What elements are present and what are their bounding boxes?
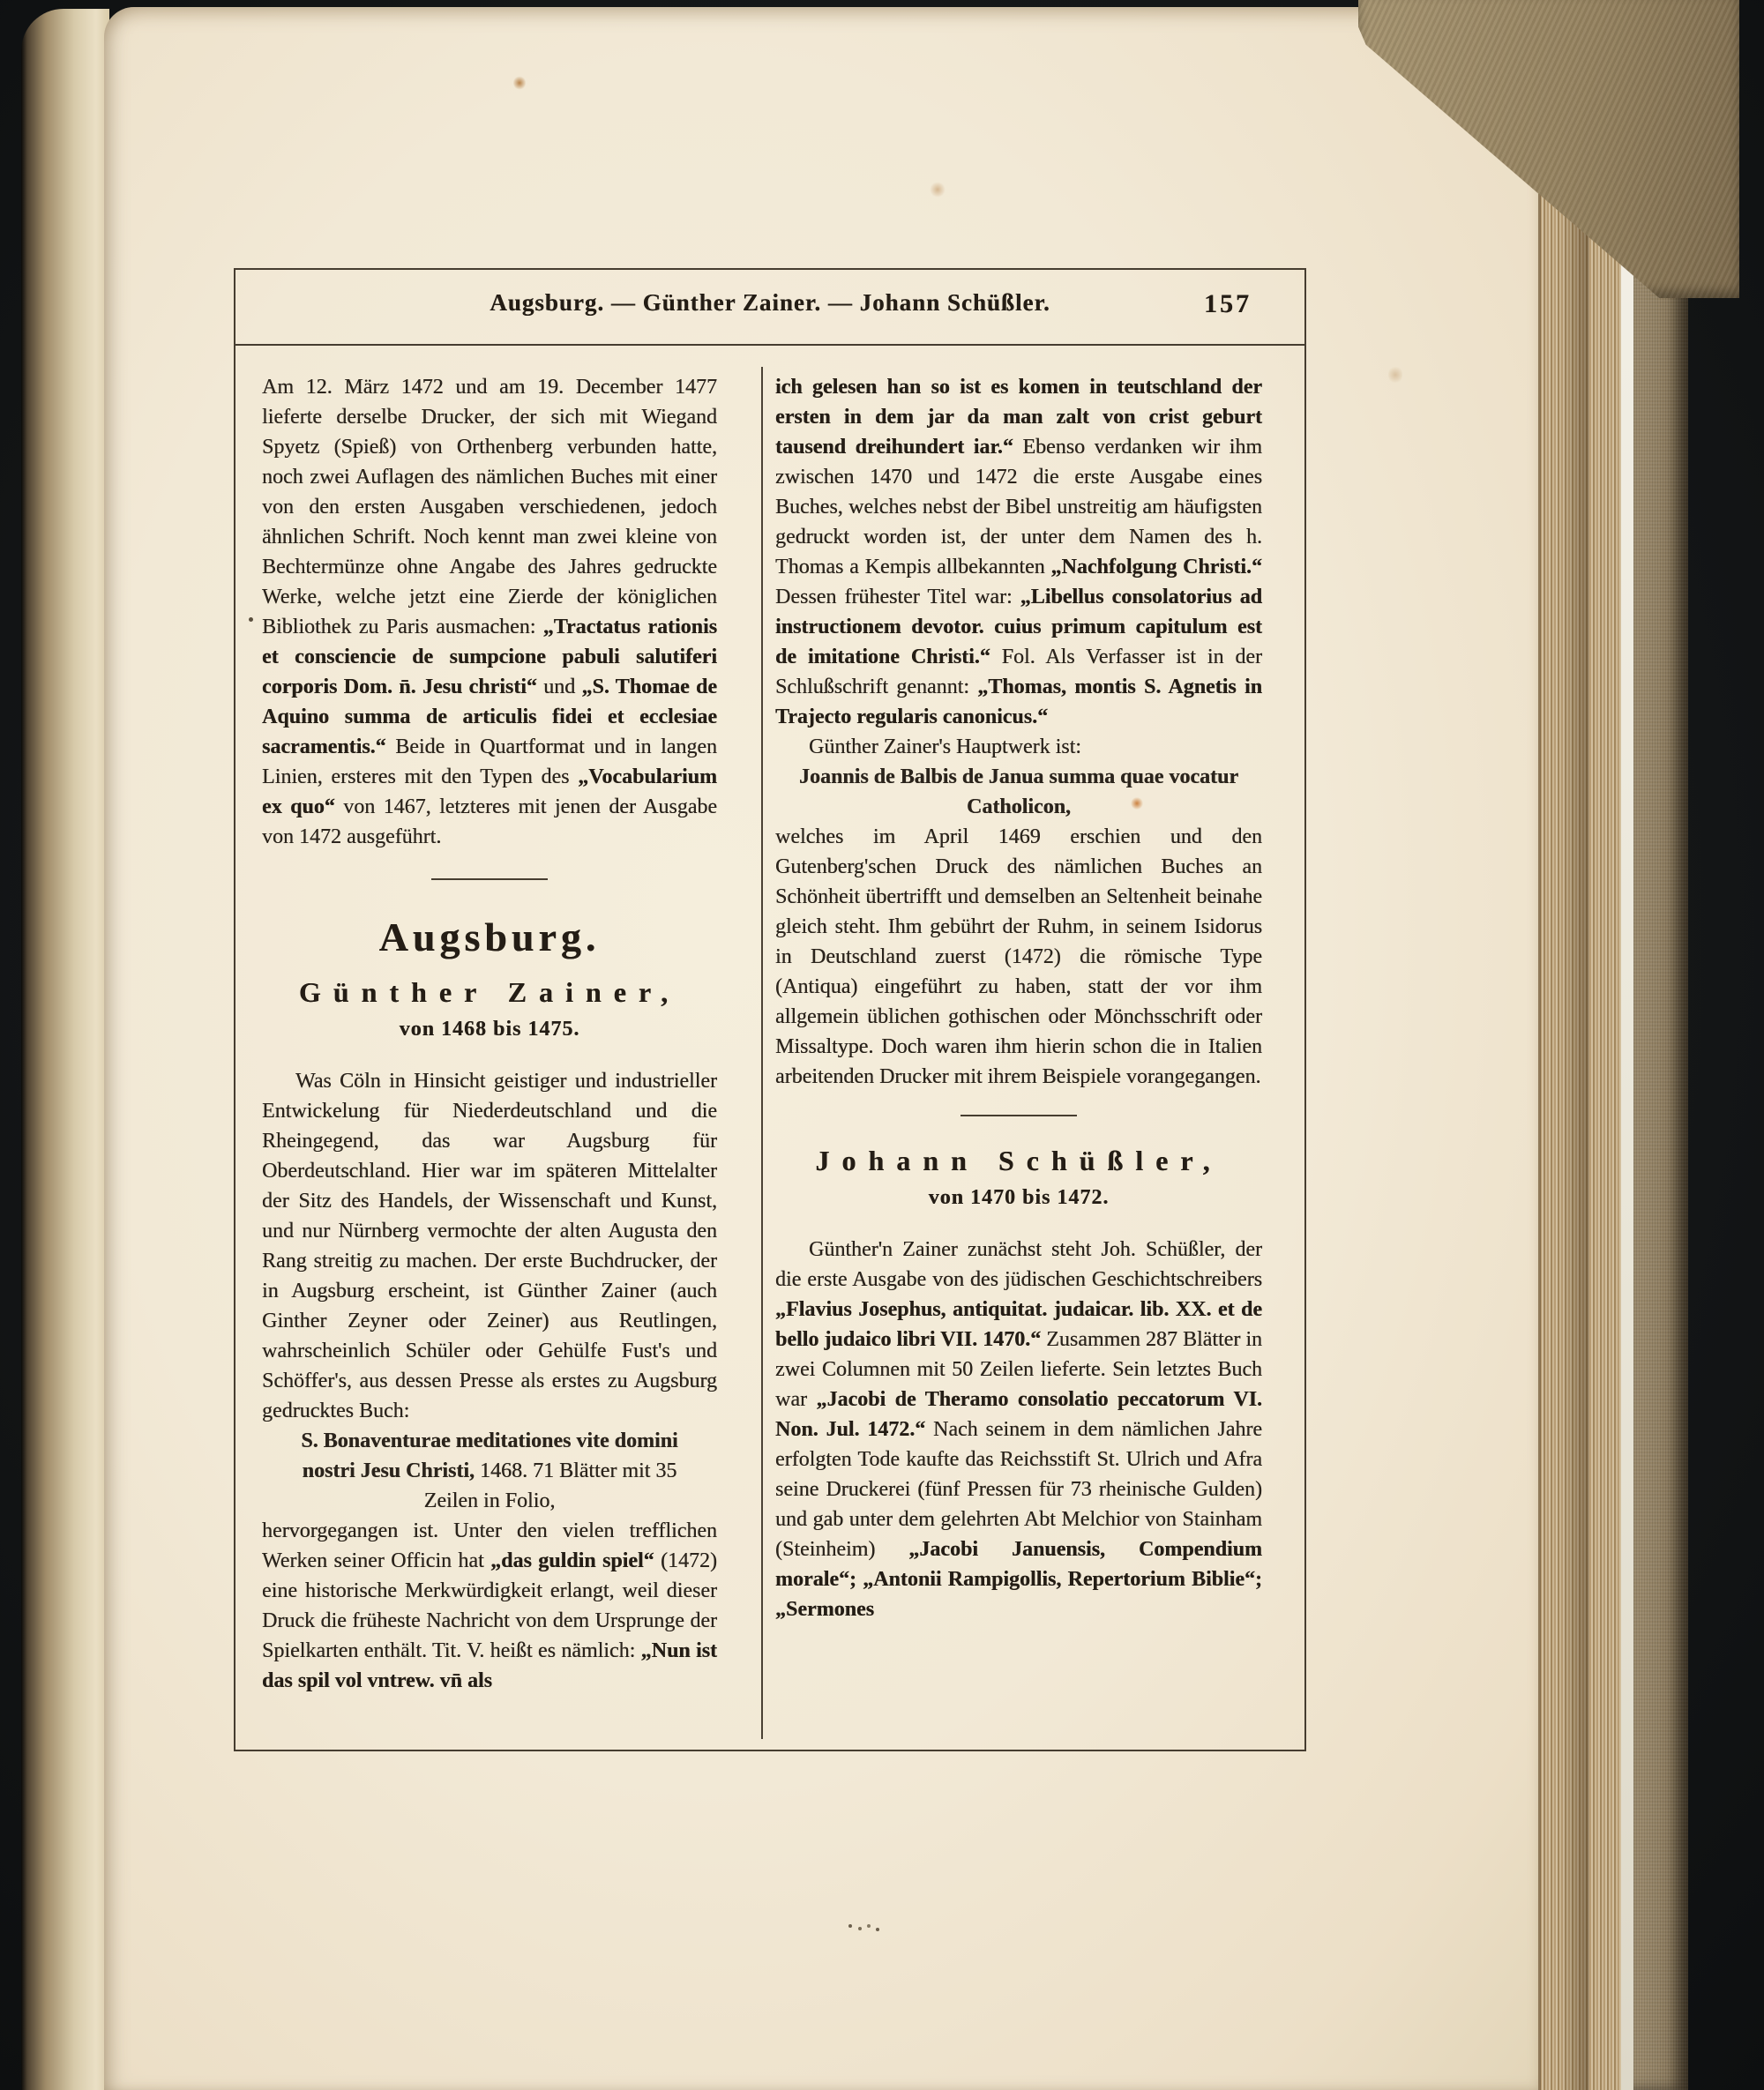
endpaper-edge <box>1621 0 1633 2090</box>
text-run: Nach seinem in dem nämlichen Jahre erfolgten Tode kaufte das Reichsstift St. Ulrich und Afra seine Druckerei (fünf Pressen für 73 rheinische Gulden) und gab unter dem gelehrten Abt Melchior von Stainham (Steinheim) <box>775 1418 1262 1561</box>
text-run-bold: „Vocabularium ex quo“ <box>262 765 717 818</box>
printer-name-zainer: Günther Zainer, <box>298 976 681 1008</box>
text-run: 1468. 71 Blätter mit 35 Zeilen in Folio, <box>423 1459 677 1512</box>
text-run-bold: „Libellus consolatorius ad instructionem devotor. cuius primum capitulum est de imitatione Christi.“ <box>775 586 1262 668</box>
running-header <box>235 289 1304 317</box>
text-run-bold: Joannis de Balbis de Janua summa quae vocatur Catholicon, <box>798 765 1239 818</box>
paragraph-continuation <box>262 1516 717 1696</box>
paragraph-continuation <box>775 372 1262 732</box>
text-run: von 1467, letzteres mit jenen der Ausgabe von 1472 ausgeführt. <box>262 795 717 848</box>
text-run-bold: „Flavius Josephus, antiquitat. judaicar. lib. XX. et de bello judaico libri VII. 1470.“ <box>775 1298 1262 1351</box>
left-column <box>262 372 717 1696</box>
text-run-bold: „Antonii Rampigollis, Repertorium Biblie“; <box>863 1568 1262 1591</box>
text-run: (1472) eine historische Merkwürdigkeit erlangt, weil dieser Druck die früheste Nachricht von dem Ursprunge der Spielkarten enthält. Tit. V. heißt es nämlich: <box>262 1549 717 1662</box>
section-heading-augsburg: Augsburg. <box>378 914 601 959</box>
section-divider-rule <box>960 1115 1077 1116</box>
text-run-bold: S. Bonaventurae meditationes vite domini nostri Jesu Christi, <box>301 1429 678 1482</box>
text-run: Günther'n Zainer zunächst steht Joh. Schüßler, der die erste Ausgabe von des jüdischen Geschichtschreibers <box>775 1238 1262 1291</box>
header-rule <box>235 344 1304 346</box>
paragraph <box>262 1066 717 1426</box>
text-run-bold: „Sermones <box>775 1598 874 1621</box>
cloth-binding <box>1633 0 1688 2090</box>
text-run-bold: „Jacobi de Theramo consolatio peccatorum VI. Non. Jul. 1472.“ <box>775 1388 1262 1441</box>
text-run: Ebenso verdanken wir ihm zwischen 1470 und 1472 die erste Ausgabe eines Buches, welches nebst der Bibel unstreitig am häufigsten gedruckt worden ist, der unter dem Namen des h. Thomas a Kempis allbekannten <box>775 436 1263 578</box>
printer-dates-schuessler: von 1470 bis 1472. <box>928 1186 1110 1209</box>
text-run: Was Cöln in Hinsicht geistiger und industrieller Entwickelung für Niederdeutschland und die Rheingegend, das war Augsburg für Oberdeutschland. Hier war im späteren Mittelalter der Sitz des Handels, der Wissenschaft und Kunst, und nur Nürnberg vermochte der alten Augusta den Rang streitig zu machen. Der erste Buchdrucker, der in Augsburg erscheint, ist Günther Zainer (auch Ginther Zeyner oder Zeiner) aus Reutlingen, wahrscheinlich Schüler oder Gehülfe Fust's und Schöffer's, aus dessen Presse als erstes zu Augsburg gedrucktes Buch: <box>262 1070 717 1422</box>
text-run-bold: „Nachfolgung Christi.“ <box>1050 556 1262 578</box>
text-run-bold: „Tractatus rationis et consciencie de sumpcione pabuli salutiferi corporis Dom. n̄. Jesu christi“ <box>262 616 717 698</box>
text-run: Dessen frühester Titel war: <box>775 586 1020 608</box>
paragraph-continuation <box>775 822 1262 1092</box>
column-divider-rule <box>761 367 763 1739</box>
printer-name-schuessler: Johann Schüßler, <box>815 1145 1222 1176</box>
section-divider-rule <box>431 878 548 880</box>
text-run-bold: „Jacobi Januensis, Compendium morale“; <box>775 1538 1262 1591</box>
fore-edge-pages <box>1538 0 1621 2090</box>
printed-area <box>234 268 1306 1751</box>
printer-dates-zainer: von 1468 bis 1475. <box>399 1018 580 1041</box>
text-run: und <box>536 676 582 698</box>
text-run: Zusammen 287 Blätter in zwei Columnen mit 50 Zeilen lieferte. Sein letztes Buch war <box>775 1328 1262 1411</box>
running-header-text: Augsburg. — Günther Zainer. — Johann Schüßler. <box>490 289 1050 316</box>
text-run: Günther Zainer's Hauptwerk ist: <box>809 735 1081 758</box>
book-citation-bonaventura <box>262 1426 717 1516</box>
paragraph-continuation <box>262 372 717 852</box>
book-citation-catholicon <box>775 762 1262 822</box>
text-run: Am 12. März 1472 und am 19. December 1477 lieferte derselbe Drucker, der sich mit Wiegand Spyetz (Spieß) von Orthenberg verbunden hatte, noch zwei Auflagen des nämlichen Buches mit einer von den ersten Ausgaben verschiedenen, jedoch ähnlichen Schrift. Noch kennt man zwei kleine von Bechtermünze ohne Angabe des Jahres gedruckte Werke, welche jetzt eine Zierde der königlichen Bibliothek zu Paris ausmachen: <box>262 376 717 638</box>
paragraph <box>775 732 1262 762</box>
left-page-edge <box>21 9 109 2090</box>
text-run: hervorgegangen ist. Unter den vielen trefflichen Werken seiner Officin hat <box>262 1519 717 1572</box>
text-run-bold: „S. Thomae de Aquino summa de articulis fidei et ecclesiae sacramentis.“ <box>262 676 717 758</box>
text-run-bold: „das guldin spiel“ <box>490 1549 654 1572</box>
text-run-bold: „Thomas, montis S. Agnetis in Trajecto regularis canonicus.“ <box>775 676 1262 728</box>
page-number: 157 <box>1204 289 1252 318</box>
text-columns <box>235 360 1304 1750</box>
right-column <box>775 372 1262 1624</box>
text-run: Fol. Als Verfasser ist in der Schlußschrift genannt: <box>775 646 1262 698</box>
text-run: Beide in Quartformat und in langen Linien, ersteres mit den Typen des <box>262 735 717 788</box>
text-run-bold: „Nun ist das spil vol vntrew. vn̄ als <box>262 1639 717 1692</box>
text-run-bold: ich gelesen han so ist es komen in teutschland der ersten in dem jar da man zalt von crist geburt tausend dreihundert iar.“ <box>775 376 1262 459</box>
text-run: welches im April 1469 erschien und den Gutenberg'schen Druck des nämlichen Buches an Schönheit übertrifft und demselben an Seltenheit beinahe gleich steht. Ihm gebührt der Ruhm, in seinem Isidorus in Deutschland zuerst (1472) die römische Type (Antiqua) eingeführt zu haben, statt der vor ihm allgemein üblichen gothischen oder Mönchsschrift oder Missaltype. Doch waren ihm hierin schon die in Italien arbeitenden Drucker mit ihrem Beispiele vorangegangen. <box>775 825 1262 1088</box>
paragraph <box>775 1235 1262 1624</box>
